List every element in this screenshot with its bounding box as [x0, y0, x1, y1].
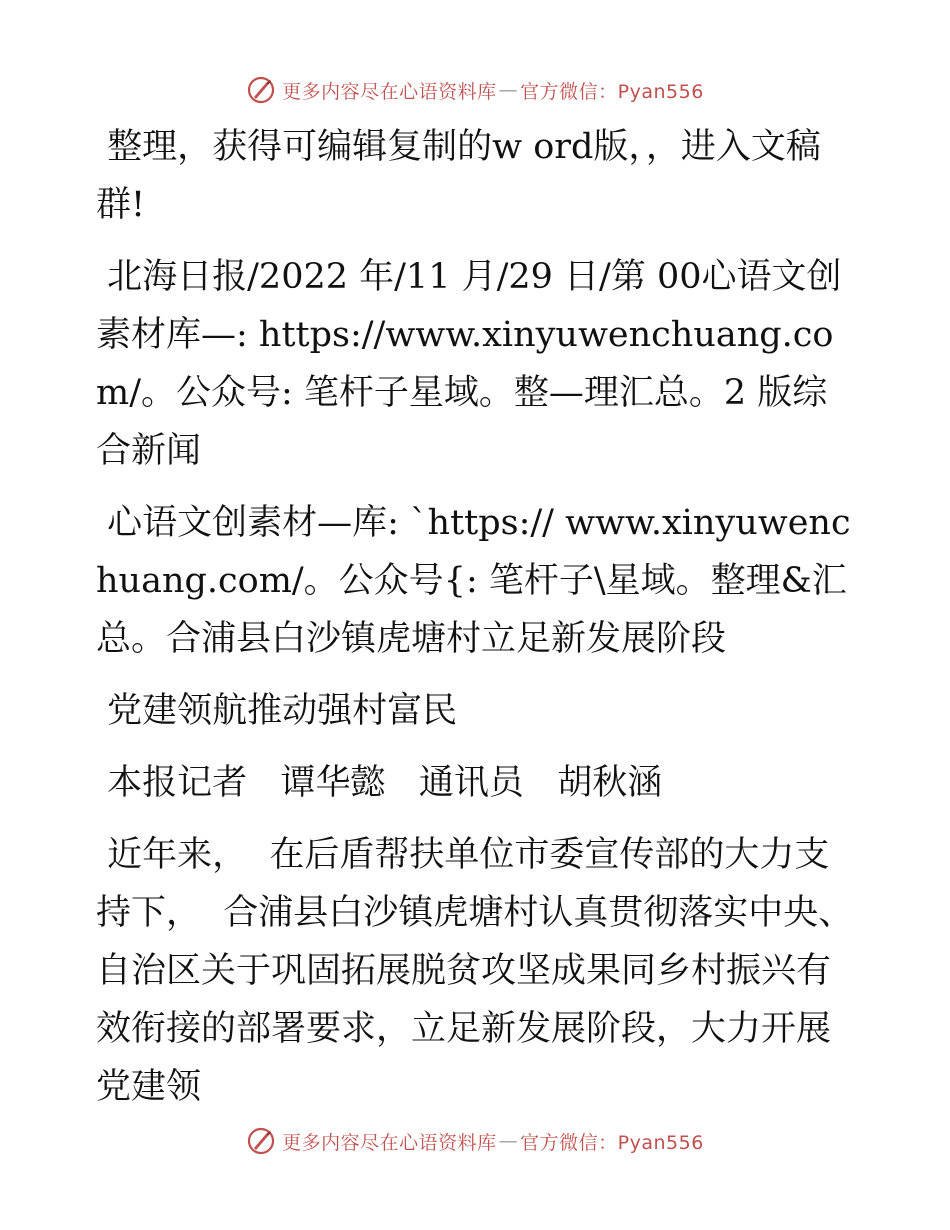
intro-note: 整理，获得可编辑复制的w ord版，，进入文稿群!: [96, 127, 821, 225]
watermark-contact: 官方微信：Pyan556: [520, 80, 704, 103]
document-body: [96, 118, 856, 1130]
quill-logo-icon: [246, 75, 276, 105]
watermark-text: 更多内容尽在心语资料库: [282, 1131, 497, 1154]
quill-logo-icon: [246, 1126, 276, 1156]
watermark-separator: —: [498, 79, 519, 101]
article-subheadline: 党建领航推动强村富民: [96, 691, 458, 731]
watermark-header: [0, 70, 950, 110]
publication-info: 北海日报/2022 年/11 月/29 日/第 00心语文创素材库—: https://www.xinyuwenchuang.com/。公众号: 笔杆子星域。整—理汇总。2 版综合新闻: [96, 257, 842, 471]
watermark-contact: 官方微信：Pyan556: [520, 1131, 704, 1154]
watermark-footer: [0, 1121, 950, 1161]
watermark-text: 更多内容尽在心语资料库: [282, 80, 497, 103]
article-headline: 心语文创素材—库: `https:// www.xinyuwenchuang.com/。公众号{: 笔杆子\星域。整理&汇总。合浦县白沙镇虎塘村立足新发展阶段: [96, 503, 851, 659]
body-paragraph: 近年来， 在后盾帮扶单位市委宣传部的大力支持下， 合浦县白沙镇虎塘村认真贯彻落实中央、自治区关于巩固拓展脱贫攻坚成果同乡村振兴有效衔接的部署要求，立足新发展阶段，大力开展党建领: [96, 835, 854, 1107]
byline: 本报记者 谭华懿 通讯员 胡秋涵: [96, 763, 663, 803]
watermark-separator: —: [498, 1130, 519, 1152]
